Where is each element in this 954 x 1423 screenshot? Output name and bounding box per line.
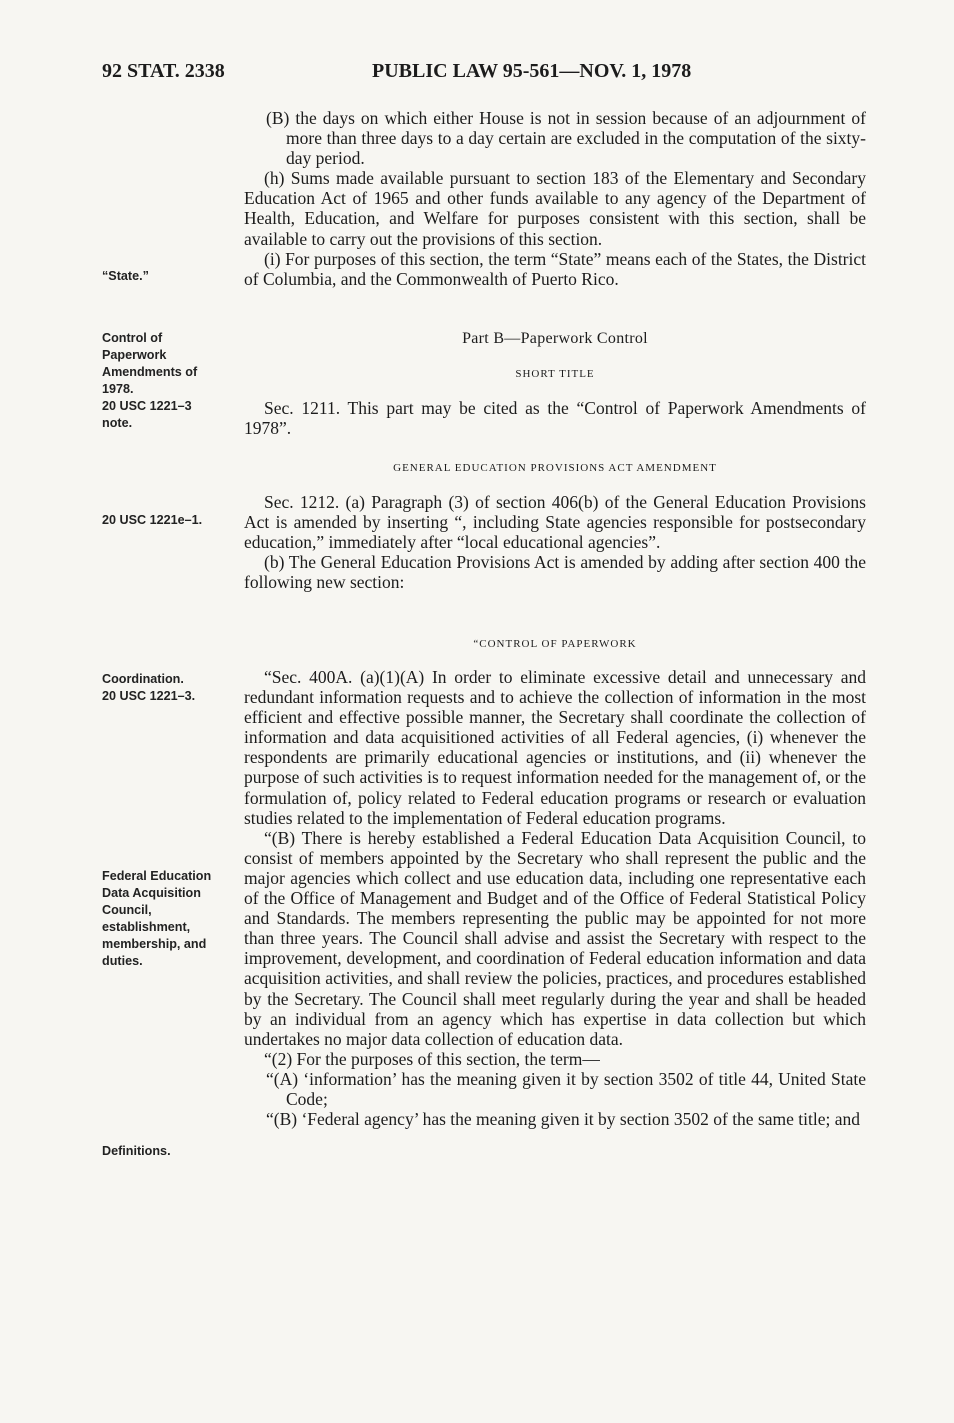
section-400a-council: “(B) There is hereby established a Federal Education Data Acquisition Council, to consist of members appointed by the Secretary who shall represent the public and the major agencies which collect and use education data, including one representative each of the Office of Management and Budget and of the Office of Federal Statistical Policy and Standards. The members representing the public may be appointed for not more than three years. The Council shall advise and assist the Secretary with respect to the improvement, development, and coordination of Federal education information and data acquisition activities, and shall review the policies, practices, and procedures established by the Secretary. The Council shall meet regularly during the year and shall be headed by an individual from an agency which has expertise in data collection but which undertakes no major data collection of education data. xyxy=(244,827,866,1049)
margin-note-usc-1221e xyxy=(102,512,232,529)
body-block-sec1211 xyxy=(244,398,866,438)
margin-note-line: 1978. xyxy=(102,382,134,396)
stat-page-reference: 92 STAT. 2338 xyxy=(102,60,225,82)
paragraph-i-state-definition: (i) For purposes of this section, the term “State” means each of the States, the District of Columbia, and the Commonwealth of Puerto Rico. xyxy=(244,248,866,289)
margin-note-line: membership, and xyxy=(102,937,207,951)
margin-note-line: Control of xyxy=(102,331,163,345)
margin-note-line: 20 USC 1221–3 xyxy=(102,399,192,413)
part-b-heading: Part B—Paperwork Control xyxy=(462,330,648,347)
margin-note-line: Coordination. xyxy=(102,672,184,686)
margin-note-council xyxy=(102,868,232,970)
margin-note-text: 20 USC 1221e–1. xyxy=(102,513,203,527)
section-1212-b: (b) The General Education Provisions Act is amended by adding after section 400 the following new section: xyxy=(244,552,866,593)
definition-federal-agency: “(B) ‘Federal agency’ has the meaning given it by section 3502 of the same title; and xyxy=(266,1109,861,1130)
paragraph-h-sums-available: (h) Sums made available pursuant to section 183 of the Elementary and Secondary Education Act of 1965 and other funds available to any agency of the Department of Health, Education, and Welfare for purposes consistent with this section, shall be available to carry out the provisions of this section. xyxy=(244,168,866,249)
margin-note-line: note. xyxy=(102,416,133,430)
margin-note-line: establishment, xyxy=(102,920,191,934)
margin-note-coordination xyxy=(102,671,232,705)
section-1211: Sec. 1211. This part may be cited as the “Control of Paperwork Amendments of 1978”. xyxy=(244,398,866,439)
margin-note-line: Council, xyxy=(102,903,152,917)
paragraph-b-days-not-in-session: (B) the days on which either House is not in session because of an adjournment of more than three days to a day certain are excluded in the computation of the sixty-day period. xyxy=(266,108,866,169)
margin-note-line: duties. xyxy=(102,954,143,968)
margin-note-line: Paperwork xyxy=(102,348,167,362)
margin-note-state xyxy=(102,268,232,285)
definition-information: “(A) ‘information’ has the meaning given it by section 3502 of title 44, United State Code; xyxy=(266,1068,866,1109)
gepa-amendment-heading: GENERAL EDUCATION PROVISIONS ACT AMENDMENT xyxy=(393,462,717,474)
control-of-paperwork-heading: “CONTROL OF PAPERWORK xyxy=(473,638,637,650)
law-title: PUBLIC LAW 95-561—NOV. 1, 1978 xyxy=(372,60,692,82)
body-block-sec400a xyxy=(244,667,866,1129)
definitions-intro: “(2) For the purposes of this section, the term— xyxy=(264,1048,600,1069)
margin-note-text: Definitions. xyxy=(102,1144,171,1158)
margin-note-definitions xyxy=(102,1143,232,1160)
section-1212-a: Sec. 1212. (a) Paragraph (3) of section 406(b) of the General Education Provisions Act is amended by inserting “, including State agencies responsible for postsecondary education,” immediately after “local educational agencies”. xyxy=(244,492,866,553)
page-header xyxy=(102,60,882,90)
margin-note-line: Amendments of xyxy=(102,365,198,379)
margin-note-line: Data Acquisition xyxy=(102,886,201,900)
section-400a-a-1-a: “Sec. 400A. (a)(1)(A) In order to eliminate excessive detail and unnecessary and redundant information requests and to achieve the collection of information in the most efficient and effective possible manner, the Secretary shall coordinate the collection of information and data acquisitioned activities of all Federal agencies, (i) whenever the respondents are primarily educational agencies or institutions, and (ii) whenever the purpose of such activities is to request information needed for the management of, or the formulation of, policy related to Federal education programs or research or evaluation studies related to the implementation of Federal education programs. xyxy=(244,667,866,828)
body-block-sec1212 xyxy=(244,492,866,592)
margin-note-control-of-paperwork xyxy=(102,330,232,432)
margin-note-line: 20 USC 1221–3. xyxy=(102,689,196,703)
body-block-top xyxy=(244,108,866,289)
margin-note-text: “State.” xyxy=(102,269,149,283)
short-title-heading: SHORT TITLE xyxy=(515,368,595,380)
margin-note-line: Federal Education xyxy=(102,869,212,883)
